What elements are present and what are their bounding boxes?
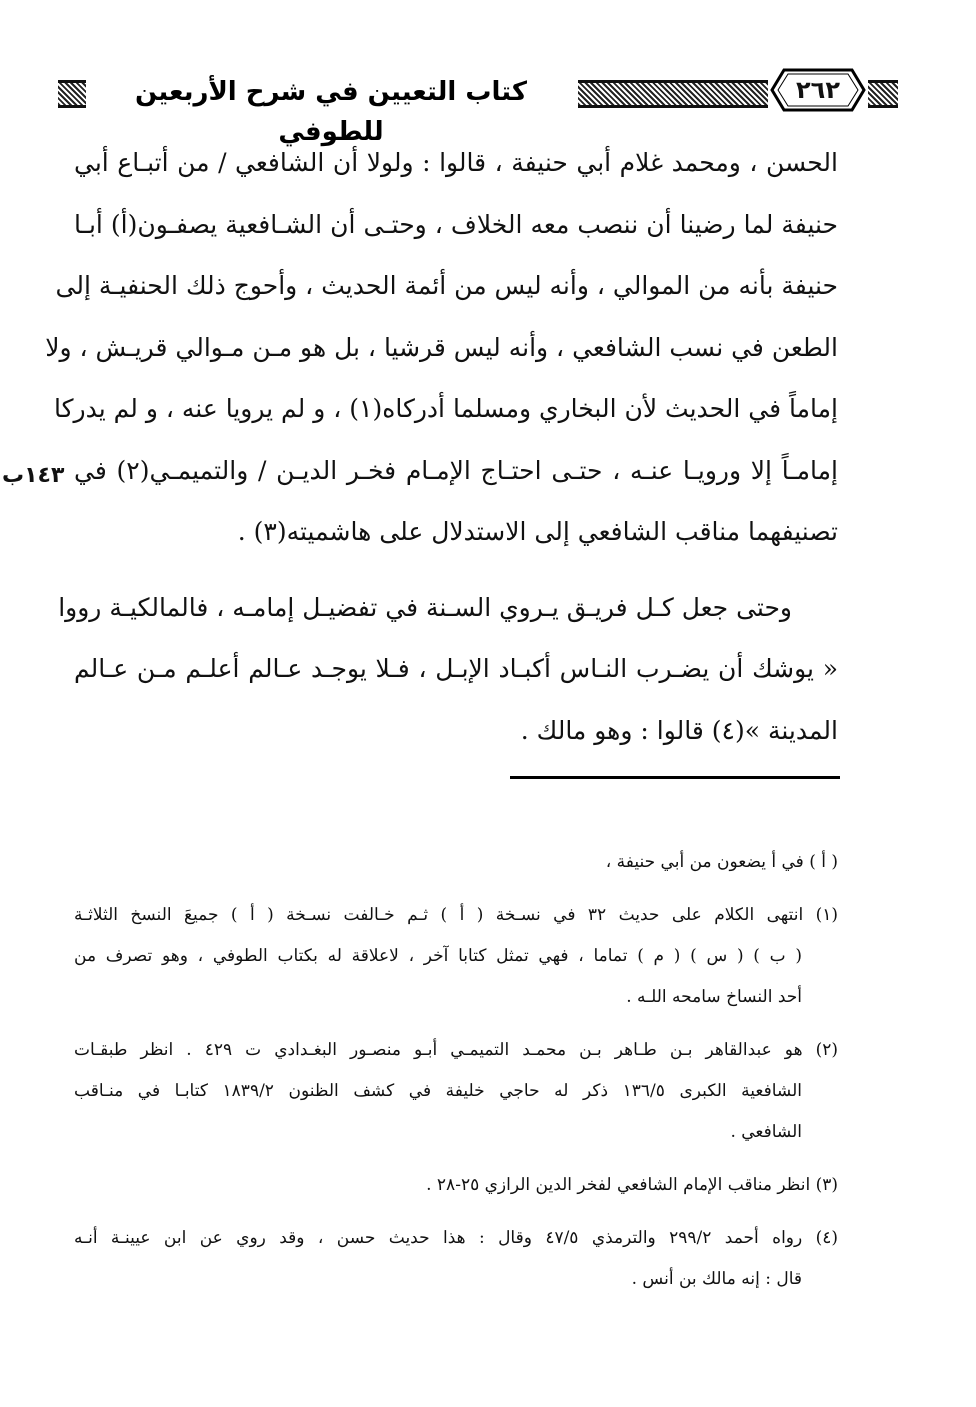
text-line: الطعن في نسب الشافعي ، وأنه ليس قرشيا ، بل هو مـن مـوالي قريـش ، ولا — [45, 332, 838, 362]
text-line: حنيفة بأنه من الموالي ، وأنه ليس من أئمة الحديث ، وأحوج ذلك الحنفيـة إلى — [55, 271, 838, 300]
footnote-line: (١) انتهى الكلام على حديث ٣٢ في نسـخة ( أ ) ثـم خـالفت نسـخة ( أ ) جميعَ النسخ الثلاثـة — [74, 905, 838, 925]
text-line: « يوشك أن يضـرب النـاس أكبـاد الإبـل ، فـلا يوجـد عـالم أعلـم مـن عـالم — [74, 654, 838, 683]
footnote-line: قال : إنه مالك بن أنس . — [631, 1269, 802, 1289]
header-ornament-left — [58, 80, 86, 108]
paragraph-1 — [45, 132, 838, 563]
footnote-2 — [74, 1030, 838, 1153]
footnote-line: ( أ ) في أ يضعون من أبي حنيفة ، — [605, 852, 838, 872]
footnote-line: الشافعية الكبرى ١٣٦/٥ ذكر له حاجي خليفة في كشف الظنون ١٨٣٩/٢ كتابـا في منـاقب — [74, 1081, 803, 1101]
page-number: ٢٦٢ — [796, 76, 840, 104]
footnote-line: (٢) هو عبدالقاهر بـن طـاهر بـن محمـد التميمـي أبـو منصـور البغـدادي ت ٤٢٩ . انظر طبقـات — [74, 1040, 839, 1060]
footnote-3 — [74, 1165, 838, 1206]
footnote-line: (٤) رواه أحمد ٢٩٩/٢ والترمذي ٤٧/٥ وقال : هذا حديث حسن ، وقد روي عن ابن عيينـة أنـه — [74, 1228, 838, 1248]
footnote-1 — [74, 895, 838, 1018]
footnote-line: (٣) انظر مناقب الإمام الشافعي لفخر الدين الرازي ٢٥-٢٨ . — [426, 1175, 838, 1195]
header-ornament-right — [868, 80, 898, 108]
manuscript-folio-note: ١٤٣ب — [2, 463, 65, 488]
text-line: الحسن ، ومحمد غلام أبي حنيفة ، قالوا : ولولا أن الشافعي / من أتبـاع أبي — [74, 148, 838, 177]
header-ornament-bar — [578, 80, 768, 108]
text-line: إمامـاً إلا ورويـا عنـه ، حتـى احتـاج الإمـام فخـر الديـن / والتميمـي(٢) في — [74, 455, 838, 485]
text-line: المدينة »(٤) قالوا : وهو مالك . — [520, 715, 838, 745]
page-header — [58, 66, 848, 147]
footnote-4 — [74, 1218, 838, 1300]
text-line: حنيفة لما رضينا أن ننصب معه الخلاف ، وحتـى أن الشـافعية يصفـون(أ) أبـا — [74, 209, 838, 239]
paragraph-2 — [58, 577, 838, 762]
main-text — [45, 132, 838, 761]
text-line: وحتى جعل كـل فريـق يـروي السـنة في تفضيـل إمامـه ، فالمالكيـة رووا — [58, 592, 792, 622]
text-line: تصنيفهما مناقب الشافعي إلى الاستدلال على هاشميته(٣) . — [237, 517, 838, 546]
page-number-badge — [770, 68, 866, 112]
footnote-line: ( ب ) ( س ) ( م ) تماما ، فهي تمثل كتابا آخر ، لاعلاقة له بكتاب الطوفي ، وهو تصرف من — [74, 946, 802, 966]
footnotes — [74, 842, 838, 1312]
running-title: كتاب التعيين في شرح الأربعين للطوفي — [135, 77, 527, 147]
footnote-separator — [510, 776, 840, 779]
footnote-a — [74, 842, 838, 883]
footnote-line: الشافعي . — [730, 1122, 802, 1142]
footnote-line: أحد النساخ سامحه اللـه . — [626, 987, 802, 1007]
text-line: إماماً في الحديث لأن البخاري ومسلما أدركاه(١) ، و لم يرويا عنه ، و لم يدركا — [54, 394, 838, 423]
